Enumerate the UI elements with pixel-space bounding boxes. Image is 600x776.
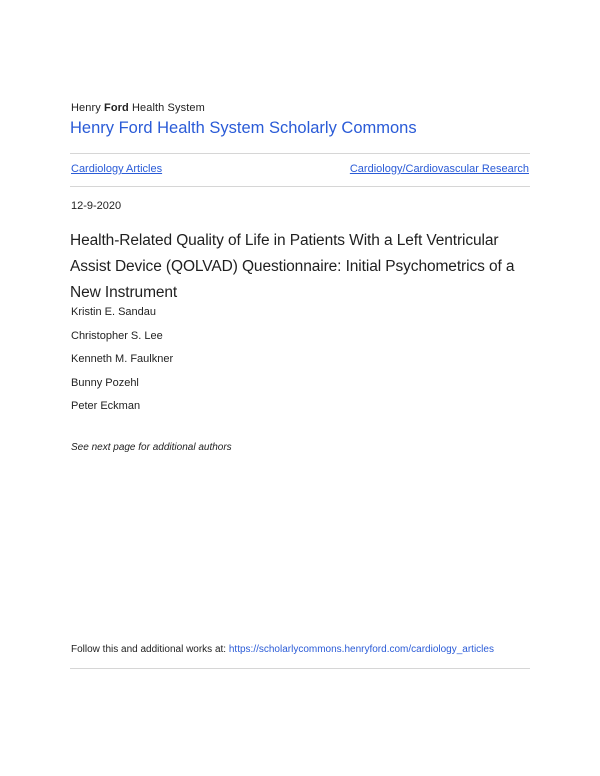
author-item: Peter Eckman	[71, 400, 141, 413]
author-item: Bunny Pozehl	[71, 376, 139, 389]
divider-top	[70, 153, 530, 154]
additional-authors-note: See next page for additional authors	[71, 442, 232, 453]
article-title: Health-Related Quality of Life in Patients With a Left Ventricular Assist Device (QOLVAD) Questionnaire: Initial Psychometrics of a New Instrument	[70, 232, 515, 301]
follow-link[interactable]: https://scholarlycommons.henryford.com/cardiology_articles	[228, 644, 494, 655]
institution-part2: Health System	[128, 102, 205, 114]
author-item: Kenneth M. Faulkner	[71, 353, 174, 366]
publication-date: 12-9-2020	[71, 200, 122, 212]
author-item: Kristin E. Sandau	[71, 306, 156, 318]
collection-link-cardiology-articles[interactable]: Cardiology Articles	[71, 163, 163, 175]
institution-bold: Ford	[104, 102, 129, 114]
divider-bottom	[70, 668, 530, 669]
author-item: Christopher S. Lee	[71, 329, 163, 342]
collection-link-cardiovascular-research[interactable]: Cardiology/Cardiovascular Research	[349, 163, 529, 175]
follow-text: Follow this and additional works at:	[71, 644, 229, 655]
author-list	[71, 305, 173, 423]
follow-line	[71, 644, 494, 655]
institution-name	[71, 102, 205, 114]
repository-link[interactable]: Henry Ford Health System Scholarly Commons	[70, 119, 417, 137]
divider-middle	[70, 186, 530, 187]
institution-part1: Henry	[71, 102, 104, 114]
